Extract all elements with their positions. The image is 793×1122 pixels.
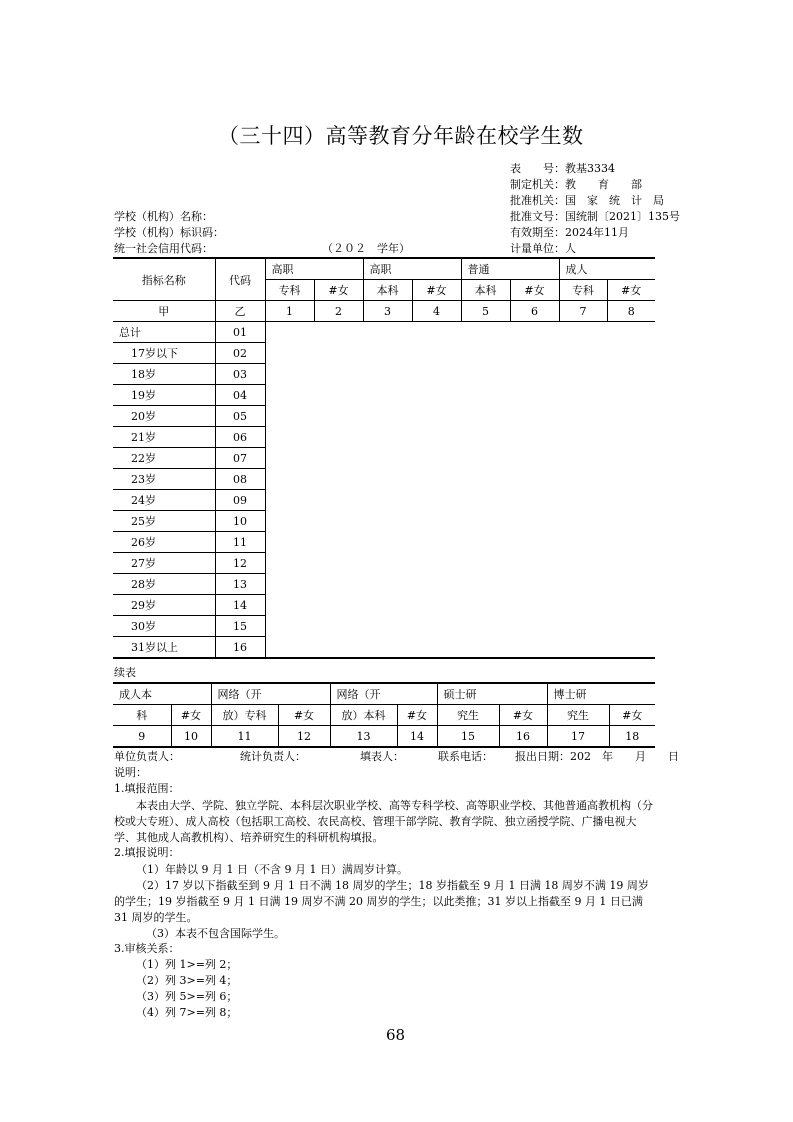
doc-row — [510, 210, 680, 224]
row-label: 18岁 — [113, 364, 215, 385]
notes-s3-item: （2）列 3>=列 4； — [136, 974, 238, 987]
index-cell: 乙 — [215, 301, 265, 322]
row-label: 24岁 — [113, 490, 215, 511]
row-label: 21岁 — [113, 427, 215, 448]
page-title: （三十四）高等教育分年龄在校学生数 — [218, 124, 584, 148]
notes-s2-item: （2）17 岁以下指截至到 9 月 1 日不满 18 周岁的学生；18 岁指截至 9 月 1 日满 18 周岁不满 19 周岁的学生；19 岁指截至 9 月 1 日满 19 周岁不满 20 周岁的学生；以此类推；31 岁以上指截至 9 月 1 日已满 31 周岁的学生。 — [114, 879, 649, 924]
index-cell: 3 — [363, 301, 412, 322]
approve-label: 批准机关： — [510, 194, 565, 207]
cont-sub-header: 究生 — [437, 705, 499, 726]
header-row-1 — [113, 258, 655, 280]
cont-header-row-2 — [113, 705, 655, 726]
continued-table — [113, 682, 655, 748]
row-code: 01 — [215, 322, 265, 343]
row-label: 25岁 — [113, 511, 215, 532]
row-code: 07 — [215, 448, 265, 469]
row-code: 04 — [215, 385, 265, 406]
cont-sub-header: #女 — [499, 705, 547, 726]
unit-head-label: 单位负责人： — [114, 750, 180, 763]
row-code: 03 — [215, 364, 265, 385]
notes-s1-body: 本表由大学、学院、独立学院、本科层次职业学校、高等专科学校、高等职业学校、其他普通高教机构（分校或大专班）、成人高校（包括职工高校、农民高校、管理干部学院、教育学院、独立函授学院、广播电视大学、其他成人高教机构）、培养研究生的科研机构填报。 — [114, 799, 653, 844]
row-label: 22岁 — [113, 448, 215, 469]
cont-index-cell: 10 — [171, 726, 211, 748]
cont-sub-header: #女 — [171, 705, 211, 726]
cont-index-cell: 18 — [609, 726, 655, 748]
cont-index-cell: 13 — [330, 726, 397, 748]
index-cell: 7 — [559, 301, 607, 322]
cont-index-cell: 15 — [437, 726, 499, 748]
cont-sub-header: 科 — [113, 705, 171, 726]
index-cell: 1 — [265, 301, 314, 322]
stat-head-label: 统计负责人： — [240, 750, 306, 763]
cont-group-header: 网络（开 — [211, 683, 278, 705]
index-row — [113, 301, 655, 322]
index-cell: 5 — [461, 301, 510, 322]
index-cell: 8 — [607, 301, 655, 322]
table-row — [113, 322, 655, 343]
notes-s2-item: （1）年龄以 9 月 1 日（不含 9 月 1 日）满周岁计算。 — [136, 863, 408, 876]
group-header: 成人 — [559, 258, 607, 280]
cont-group-header: 硕士研 — [437, 683, 499, 705]
cont-index-row — [113, 726, 655, 748]
row-label: 29岁 — [113, 595, 215, 616]
notes-heading: 说明： — [114, 766, 147, 779]
sub-header: 本科 — [363, 280, 412, 301]
table-number-label: 表 号： — [510, 162, 565, 175]
index-cell: 甲 — [113, 301, 215, 322]
cont-sub-header: 究生 — [547, 705, 609, 726]
school-name-label: 学校（机构）名称： — [114, 210, 213, 223]
row-code: 16 — [215, 637, 265, 659]
org-row — [510, 178, 642, 192]
cont-sub-header: 放）本科 — [330, 705, 397, 726]
valid-label: 有效期至： — [510, 226, 565, 239]
sub-header: #女 — [314, 280, 363, 301]
row-code: 15 — [215, 616, 265, 637]
valid-value: 2024年11月 — [565, 226, 629, 239]
cont-index-cell: 9 — [113, 726, 171, 748]
main-table — [113, 257, 655, 659]
data-entry-area[interactable] — [265, 322, 655, 659]
notes-s2-item: （3）本表不包含国际学生。 — [146, 927, 285, 940]
cont-sub-header: #女 — [397, 705, 437, 726]
cont-index-cell: 11 — [211, 726, 278, 748]
row-code: 10 — [215, 511, 265, 532]
doc-value: 国统制〔2021〕135号 — [565, 210, 680, 223]
cont-index-cell: 12 — [278, 726, 330, 748]
org-label: 制定机关： — [510, 178, 565, 191]
approve-value: 国 家 统 计 局 — [565, 194, 664, 207]
cont-group-header: 博士研 — [547, 683, 609, 705]
page-number: 68 — [386, 1026, 406, 1044]
sub-header: #女 — [510, 280, 559, 301]
org-value: 教 育 部 — [565, 178, 642, 191]
sub-header: 专科 — [265, 280, 314, 301]
unit-value: 人 — [565, 242, 576, 255]
cont-index-cell: 16 — [499, 726, 547, 748]
continued-label: 续表 — [114, 666, 136, 679]
table-number-row — [510, 162, 615, 176]
notes-s2-title: 2.填报说明： — [114, 846, 180, 859]
row-label: 19岁 — [113, 385, 215, 406]
cont-group-header: 成人本 — [113, 683, 171, 705]
valid-row — [510, 226, 629, 240]
row-code: 05 — [215, 406, 265, 427]
unit-label: 计量单位： — [510, 242, 565, 255]
cont-index-cell: 14 — [397, 726, 437, 748]
row-label: 27岁 — [113, 553, 215, 574]
row-code: 11 — [215, 532, 265, 553]
index-cell: 4 — [412, 301, 461, 322]
doc-label: 批准文号： — [510, 210, 565, 223]
cont-sub-header: 放）专科 — [211, 705, 278, 726]
group-header: 高职 — [363, 258, 412, 280]
row-code: 02 — [215, 343, 265, 364]
approve-row — [510, 194, 664, 208]
group-header: 普通 — [461, 258, 510, 280]
group-header: 高职 — [265, 258, 314, 280]
phone-label: 联系电话： — [438, 750, 493, 763]
cont-sub-header: #女 — [609, 705, 655, 726]
notes-s3-title: 3.审核关系： — [114, 942, 180, 955]
credit-code-label: 统一社会信用代码： — [114, 242, 213, 255]
row-code: 06 — [215, 427, 265, 448]
row-label: 20岁 — [113, 406, 215, 427]
sub-header: 本科 — [461, 280, 510, 301]
row-label: 17岁以下 — [113, 343, 215, 364]
row-label: 28岁 — [113, 574, 215, 595]
cont-group-header: 网络（开 — [330, 683, 397, 705]
cont-sub-header: #女 — [278, 705, 330, 726]
code-header: 代码 — [215, 258, 265, 301]
school-id-label: 学校（机构）标识码： — [114, 226, 224, 239]
row-label: 30岁 — [113, 616, 215, 637]
table-number: 教基3334 — [565, 162, 615, 175]
row-code: 09 — [215, 490, 265, 511]
sub-header: 专科 — [559, 280, 607, 301]
row-code: 13 — [215, 574, 265, 595]
row-label: 总计 — [113, 322, 215, 343]
row-label: 23岁 — [113, 469, 215, 490]
indicator-header: 指标名称 — [113, 258, 215, 301]
index-cell: 6 — [510, 301, 559, 322]
row-code: 08 — [215, 469, 265, 490]
notes-s3-item: （3）列 5>=列 6； — [136, 990, 238, 1003]
cont-index-cell: 17 — [547, 726, 609, 748]
index-cell: 2 — [314, 301, 363, 322]
school-year: （２０２ 学年） — [322, 242, 410, 255]
notes-s3-item: （4）列 7>=列 8； — [136, 1006, 238, 1019]
notes-s3-item: （1）列 1>=列 2； — [136, 958, 238, 971]
report-date-label: 报出日期：202 年 月 日 — [515, 750, 679, 763]
cont-header-row-1 — [113, 683, 655, 705]
unit-row — [510, 242, 576, 256]
row-code: 14 — [215, 595, 265, 616]
notes-s1-title: 1.填报范围： — [114, 782, 180, 795]
sub-header: #女 — [607, 280, 655, 301]
filler-label: 填表人： — [360, 750, 404, 763]
row-code: 12 — [215, 553, 265, 574]
row-label: 26岁 — [113, 532, 215, 553]
row-label: 31岁以上 — [113, 637, 215, 659]
sub-header: #女 — [412, 280, 461, 301]
